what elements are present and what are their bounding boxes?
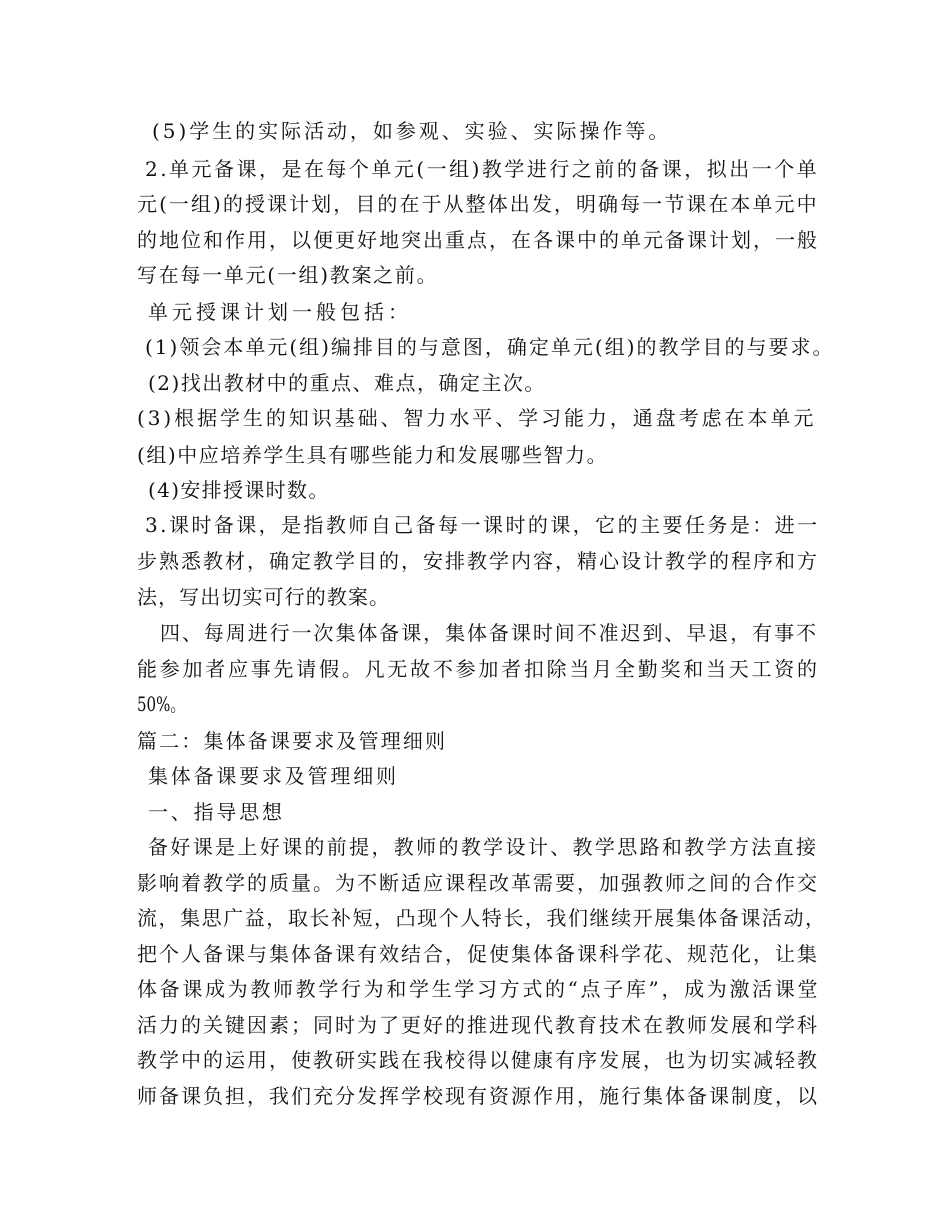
text-line: 备好课是上好课的前提，教师的教学设计、教学思路和教学方法直接: [148, 835, 819, 859]
text-line: 50%。: [137, 692, 186, 716]
text-line: 一、指导思想: [148, 800, 285, 824]
text-line: 活力的关键因素；同时为了更好的推进现代教育技术在教师发展和学科: [137, 1013, 819, 1037]
text-line: (4)安排授课时数。: [148, 478, 330, 502]
text-line: 法，写出切实可行的教案。: [137, 585, 391, 609]
text-line: (组)中应培养学生具有哪些能力和发展哪些智力。: [137, 443, 609, 467]
text-line: 能参加者应事先请假。凡无故不参加者扣除当月全勤奖和当天工资的: [137, 657, 820, 681]
text-line: 四、每周进行一次集体备课，集体备课时间不准迟到、早退，有事不: [160, 621, 818, 645]
text-line: 把个人备课与集体备课有效结合，促使集体备课科学花、规范化，让集: [137, 942, 819, 966]
text-line: 体备课成为教师教学行为和学生学习方式的“点子库”，成为激活课堂: [137, 977, 821, 1001]
text-line: (5)学生的实际活动，如参观、实验、实际操作等。: [152, 119, 672, 143]
text-line: (2)找出教材中的重点、难点，确定主次。: [148, 371, 546, 395]
text-line: 流，集思广益，取长补短，凸现个人特长，我们继续开展集体备课活动，: [137, 906, 827, 930]
text-line: 元(一组)的授课计划，目的在于从整体出发，明确每一节课在本单元中: [137, 192, 819, 216]
text-line: 篇二：集体备课要求及管理细则: [137, 729, 448, 753]
text-line: 师备课负担，我们充分发挥学校现有资源作用，施行集体备课制度，以: [137, 1084, 819, 1108]
text-line: 教学中的运用，使教研实践在我校得以健康有序发展，也为切实减轻教: [137, 1048, 819, 1072]
text-line: (3)根据学生的知识基础、智力水平、学习能力，通盘考虑在本单元: [137, 406, 817, 430]
text-line: (1)领会本单元(组)编排目的与意图，确定单元(组)的教学目的与要求。: [145, 335, 835, 359]
text-line: 3.课时备课，是指教师自己备每一课时的课，它的主要任务是：进一: [145, 513, 820, 537]
text-line: 步熟悉教材，确定教学目的，安排教学内容，精心设计教学的程序和方: [137, 549, 819, 573]
text-line: 2.单元备课，是在每个单元(一组)教学进行之前的备课，拟出一个单: [145, 157, 820, 181]
text-line: 写在每一单元(一组)教案之前。: [137, 263, 439, 287]
text-line: 的地位和作用，以便更好地突出重点，在各课中的单元备课计划，一般: [137, 228, 819, 252]
text-line: 影响着教学的质量。为不断适应课程改革需要，加强教师之间的合作交: [137, 871, 819, 895]
text-line: 单元授课计划一般包括：: [148, 300, 412, 324]
text-line: 集体备课要求及管理细则: [148, 764, 399, 788]
